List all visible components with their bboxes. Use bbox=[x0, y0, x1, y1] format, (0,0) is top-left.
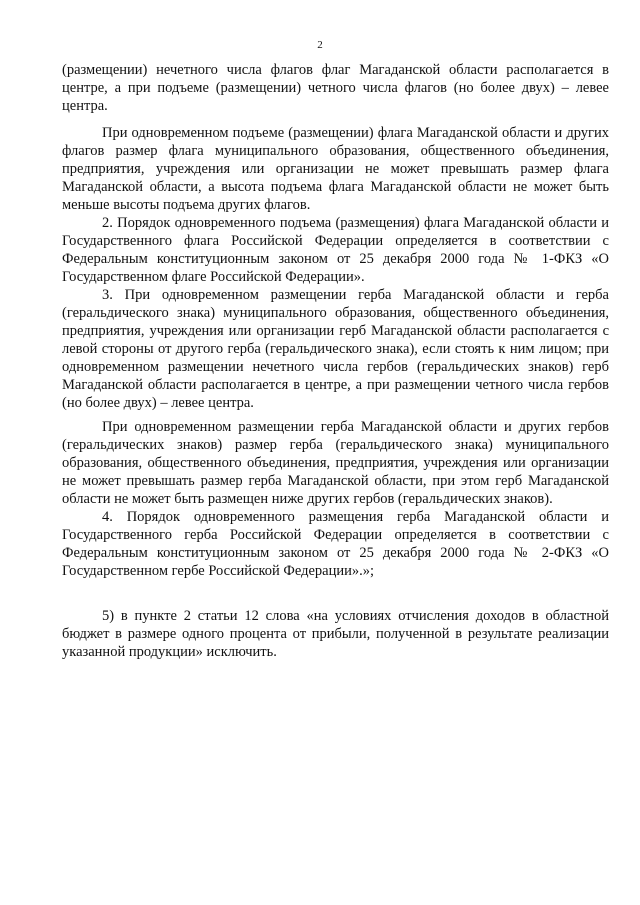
paragraph-item-5: 5) в пункте 2 статьи 12 слова «на условиях отчисления доходов в областной бюджет в размере одного процента от прибыли, полученной в результате реализации указанной продукции» исключить. bbox=[62, 608, 609, 660]
paragraph-item-2: 2. Порядок одновременного подъема (размещения) флага Магаданской области и Государственного флага Российской Федерации определяется в соответствии с Федеральным конституционным законом от 25 декабря 2000 года № 1-ФКЗ «О Государственном флаге Российской Федерации». bbox=[62, 215, 609, 285]
document-body bbox=[62, 61, 609, 661]
paragraph-item-4: 4. Порядок одновременного размещения герба Магаданской области и Государственного герба Российской Федерации определяется в соответствии с Федеральным конституционным законом от 25 декабря 2000 года № 2-ФКЗ «О Государственном гербе Российской Федерации».»; bbox=[62, 509, 609, 579]
paragraph-flag-size: При одновременном подъеме (размещении) флага Магаданской области и других флагов размер флага муниципального образования, общественного объединения, предприятия, учреждения или организации не может превышать размер флага Магаданской области, а высота подъема флага Магаданской области не может быть меньше высоты подъема других флагов. bbox=[62, 125, 609, 213]
paragraph-item-3: 3. При одновременном размещении герба Магаданской области и герба (геральдического знака) муниципального образования, общественного объединения, предприятия, учреждения или организации герб Магаданской области располагается с левой стороны от другого герба (геральдического знака), если стоять к ним лицом; при одновременном размещении нечетного числа гербов (геральдических знаков) герб Магаданской области располагается в центре, а при размещении четного числа гербов (но более двух) – левее центра. bbox=[62, 287, 609, 411]
paragraph-coat-size: При одновременном размещении герба Магаданской области и других гербов (геральдических знаков) размер герба (геральдического знака) муниципального образования, общественного объединения, предприятия, учреждения или организации не может превышать размер герба Магаданской области, при этом герб Магаданской области не может быть размещен ниже других гербов (геральдических знаков). bbox=[62, 419, 609, 507]
page-number: 2 bbox=[317, 39, 323, 51]
paragraph-continuation: (размещении) нечетного числа флагов флаг Магаданской области располагается в центре, а при подъеме (размещении) четного числа флагов (но более двух) – левее центра. bbox=[62, 62, 609, 114]
